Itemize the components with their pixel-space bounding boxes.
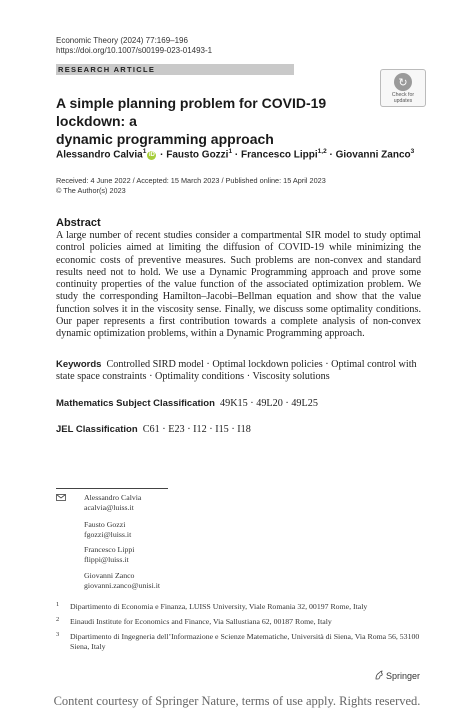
- journal-citation: Economic Theory (2024) 77:169–196: [56, 36, 188, 45]
- title-line-2: dynamic programming approach: [56, 131, 274, 147]
- footnote-divider: [56, 488, 168, 489]
- jel-section: [56, 424, 251, 435]
- envelope-icon: [56, 494, 66, 501]
- check-updates-text-2: updates: [393, 98, 413, 104]
- affiliation-text: Dipartimento di Ingegneria dell’Informazione e Scienze Matematiche, Università di Siena, Via Roma 56, 53100 Siena, Italy: [70, 632, 420, 651]
- author-affiliation-sup: 1: [228, 148, 233, 155]
- keywords-text: Controlled SIRD model · Optimal lockdown policies · Optimal control with state space constraints · Optimality conditions · Viscosity solutions: [56, 359, 417, 383]
- contact-entry: [84, 493, 141, 513]
- msc-codes: 49K15 · 49L20 · 49L25: [220, 398, 318, 409]
- contact-email[interactable]: flippi@luiss.it: [84, 555, 129, 564]
- contact-entry: [84, 545, 134, 565]
- contact-name: Fausto Gozzi: [84, 520, 126, 529]
- check-for-updates-badge[interactable]: [380, 69, 426, 107]
- article-type-label: RESEARCH ARTICLE: [58, 65, 156, 74]
- affiliation-text: Dipartimento di Economia e Finanza, LUISS University, Viale Romania 32, 00197 Rome, Italy: [70, 602, 368, 611]
- author-affiliation-sup: 1: [142, 148, 147, 155]
- abstract-body: A large number of recent studies consider a compartmental SIR model to study optimal control policies aimed at limiting the diffusion of COVID-19 while minimizing the economic costs of preventive measures. Such problems are non-convex and standard results need not to hold. We use a Dynamic Programming approach and prove some continuity properties of the value function of the associated optimization problem. We study the corresponding Hamilton–Jacobi–Bellman equation and show that the value function solves it in the viscosity sense. Finally, we discuss some optimality conditions. Our paper represents a first contribution towards a complete analysis of non-convex dynamic optimization problems, within a Dynamic Programming approach.: [56, 230, 421, 340]
- jel-label: JEL Classification: [56, 424, 138, 435]
- publisher-name: Springer: [386, 671, 421, 681]
- keywords-section: [56, 359, 421, 384]
- contact-email[interactable]: acalvia@luiss.it: [84, 503, 134, 512]
- affiliation-text: Einaudi Institute for Economics and Finance, Via Sallustiana 62, 00187 Rome, Italy: [70, 617, 332, 626]
- keywords-label: Keywords: [56, 359, 102, 370]
- publication-dates: [56, 176, 326, 196]
- check-updates-text-1: Check for: [391, 92, 415, 98]
- author-name[interactable]: Alessandro Calvia: [56, 149, 143, 161]
- author-affiliation-sup: 3: [410, 148, 415, 155]
- contact-email[interactable]: giovanni.zanco@unisi.it: [84, 581, 161, 590]
- contact-name: Alessandro Calvia: [84, 493, 142, 502]
- jel-codes: C61 · E23 · I12 · I15 · I18: [142, 424, 251, 435]
- author-name[interactable]: Giovanni Zanco: [335, 149, 411, 161]
- affiliation-number: 3: [56, 631, 60, 638]
- paper-title: [56, 94, 386, 148]
- courtesy-notice: Content courtesy of Springer Nature, terms of use apply. Rights reserved.: [53, 694, 421, 708]
- refresh-icon: ↻: [394, 73, 412, 91]
- dates-line: Received: 4 June 2022 / Accepted: 15 March 2023 / Published online: 15 April 2023: [56, 176, 326, 185]
- author-name[interactable]: Fausto Gozzi: [166, 149, 229, 161]
- contact-name: Giovanni Zanco: [84, 571, 135, 580]
- msc-label: Mathematics Subject Classification: [56, 398, 215, 409]
- contact-entry: [84, 571, 160, 591]
- title-line-1: A simple planning problem for COVID-19 lockdown: a: [56, 95, 327, 129]
- affiliation-number: 2: [56, 616, 60, 623]
- contact-name: Francesco Lippi: [84, 545, 135, 554]
- author-affiliation-sup: 1,2: [317, 148, 327, 155]
- contact-entry: [84, 520, 131, 540]
- orcid-icon[interactable]: iD: [148, 152, 155, 159]
- contact-email[interactable]: fgozzi@luiss.it: [84, 530, 132, 539]
- copyright-line: © The Author(s) 2023: [56, 186, 126, 195]
- doi-link[interactable]: https://doi.org/10.1007/s00199-023-01493-1: [56, 46, 213, 55]
- journal-header: [56, 36, 212, 56]
- author-name[interactable]: Francesco Lippi: [240, 149, 318, 161]
- author-list: Alessandro Calvia$^1$iD · Fausto Gozzi$^1$ · Francesco Lippi$^{1,2}$ · Giovanni Zanco$^3$: [56, 148, 415, 161]
- msc-section: [56, 398, 318, 409]
- abstract-heading: Abstract: [56, 217, 101, 229]
- publisher-logo: [374, 670, 420, 681]
- springer-horse-icon: [374, 670, 384, 680]
- affiliation-number: 1: [56, 601, 60, 608]
